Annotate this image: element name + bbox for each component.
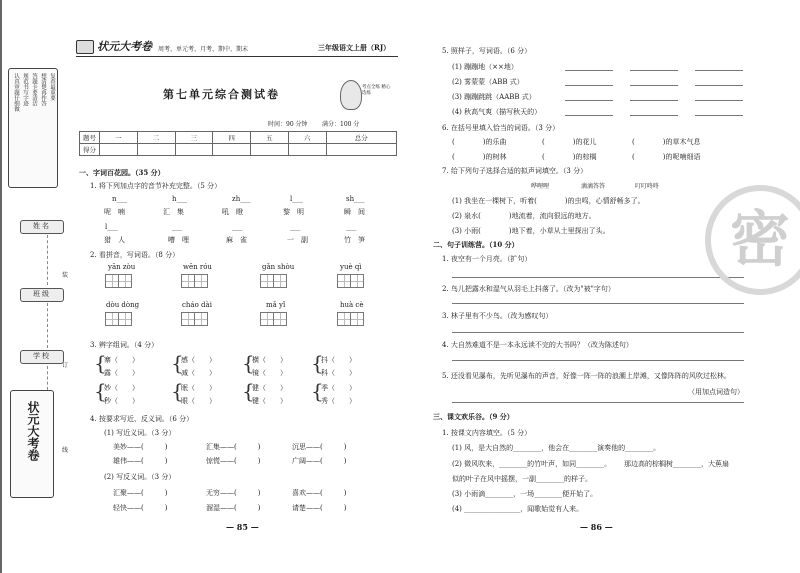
name-field-label: 姓名	[20, 220, 64, 234]
q4-anti-item[interactable]: 无穷——( )	[206, 489, 261, 497]
q1-pinyin[interactable]: sh___	[346, 195, 365, 203]
q3-brace: {	[171, 379, 184, 403]
q5-answer-line[interactable]	[630, 100, 678, 101]
q3-item[interactable]: 露（ ）	[104, 369, 139, 377]
section-1-heading: 一、字词百花园。（35 分）	[79, 168, 165, 177]
q1-word: 一 副	[287, 236, 308, 244]
q1-word: 黎 明	[283, 208, 304, 216]
q6-item[interactable]: ( )的乐曲	[452, 138, 507, 146]
q2-pinyin: yān zòu	[108, 263, 136, 271]
q2-pinyin: cháo dài	[182, 301, 212, 309]
q2-prompt: 2. 看拼音，写词语。（8 分）	[90, 251, 180, 259]
score-table-header: 四	[213, 132, 251, 144]
s3-item[interactable]: (1) 风，是大自然的________，他会在________演奏他的________。	[452, 444, 661, 452]
q4-anti-item[interactable]: 喜欢——( )	[292, 489, 347, 497]
q3-item[interactable]: 镜（ ）	[252, 369, 287, 377]
score-cell[interactable]	[137, 144, 175, 156]
q1-word: 猎 人	[104, 236, 125, 244]
score-cell[interactable]	[326, 144, 397, 156]
q3-brace: {	[94, 351, 107, 375]
school-field-label: 学校	[20, 350, 64, 364]
class-write-line[interactable]	[47, 303, 48, 348]
section-2-heading: 二、句子训练营。（10 分）	[433, 240, 519, 249]
q5-answer-line[interactable]	[565, 115, 613, 116]
s3-item[interactable]: (4) ________________，闻歌始觉有人来。	[452, 505, 584, 513]
q2-write-grid[interactable]	[181, 274, 207, 288]
class-field-label: 班级	[20, 288, 64, 302]
s3-q1-prompt: 1. 按课文内容填空。（5 分）	[442, 429, 532, 437]
q2-pinyin: dòu dòng	[106, 301, 140, 309]
q1-word: 呢 喃	[104, 208, 125, 216]
margin-mark-3: 线	[62, 447, 69, 454]
q3-brace: {	[171, 351, 184, 375]
q5-answer-line[interactable]	[695, 70, 743, 71]
score-table-header: 三	[175, 132, 213, 144]
mascot-note: 考点全练 精心选练	[362, 85, 391, 96]
binding-sidebar	[2, 30, 69, 545]
q2-pinyin: gǎn shòu	[262, 263, 295, 271]
q6-item[interactable]: ( )的棕榈	[542, 153, 597, 161]
q2-pinyin: yuè qì	[340, 263, 362, 271]
note-2: 规范书写字迹	[22, 73, 28, 106]
score-table	[79, 131, 397, 156]
q4-near-item[interactable]: 汇集——( )	[206, 443, 261, 451]
s2-answer-line[interactable]	[452, 360, 744, 361]
q1-pinyin[interactable]: ___	[232, 223, 243, 231]
q3-item[interactable]: 键（ ）	[252, 397, 287, 405]
s2-item: 4. 大自然难道不是一本永远读不完的大书吗？（改为陈述句）	[442, 341, 633, 349]
s3-item[interactable]: (3) 小雨滴________，一场________便开始了。	[452, 490, 598, 498]
s2-answer-line[interactable]	[452, 402, 744, 403]
s3-item-tail[interactable]: 那边高的棕榈树________，大蕉扇	[624, 460, 729, 468]
s3-item[interactable]: 似的叶子在风中摇摆，一副________的样子。	[452, 475, 592, 483]
q5-answer-line[interactable]	[695, 115, 743, 116]
q3-brace: {	[242, 351, 255, 375]
exam-full-score: 满分：100 分	[322, 121, 360, 128]
q5-answer-line[interactable]	[630, 115, 678, 116]
s2-answer-line[interactable]	[452, 277, 744, 278]
exam-type-tags: 周考、单元考、月考、期中、期末	[158, 46, 249, 53]
q7-prompt: 7. 给下列句子选择合适的拟声词填空。（3 分）	[442, 167, 588, 175]
q4-anti-item[interactable]: 请楚——( )	[292, 504, 347, 512]
q2-pinyin: wēn róu	[183, 263, 212, 271]
score-cell[interactable]	[251, 144, 289, 156]
q7-word-option: 叮叮咚咚	[635, 183, 660, 190]
s2-item: 2. 鸟儿把露水和湿气从羽毛上抖落了。（改为"被"字句）	[442, 285, 615, 293]
q4-anti-item[interactable]: 溜湿——( )	[206, 504, 261, 512]
q4-near-item[interactable]: 沉思——( )	[292, 443, 347, 451]
score-cell[interactable]	[213, 144, 251, 156]
q3-item[interactable]: 抖（ ）	[321, 356, 356, 364]
q5-answer-line[interactable]	[565, 100, 613, 101]
header-rule	[76, 56, 398, 57]
name-write-line[interactable]	[47, 235, 48, 285]
q1-pinyin[interactable]: n___	[112, 195, 128, 203]
s2-answer-line[interactable]	[452, 332, 744, 333]
q1-pinyin[interactable]: zh___	[232, 195, 251, 203]
q4-prompt: 4. 按要求写近、反义词。（6 分）	[90, 415, 194, 423]
score-cell[interactable]	[175, 144, 213, 156]
q7-word-option: 滴滴答答	[581, 183, 606, 190]
q1-pinyin[interactable]: ___	[290, 223, 301, 231]
q4-sub2: (2) 写反义词。（3 分）	[104, 473, 176, 481]
q2-write-grid[interactable]	[105, 274, 131, 288]
q1-word: 吼 瞪	[222, 208, 243, 216]
s2-item: 5. 还没看见瀑布，先听见瀑布的声音，好像一阵一阵的浪潮上岸滩，又像阵阵的风吹过松林。	[442, 372, 731, 380]
score-cell[interactable]	[100, 144, 138, 156]
q3-item[interactable]: 眠（ ）	[181, 384, 216, 392]
note-5: 复查最重要	[49, 73, 55, 101]
note-3: 答题卡要清洁	[31, 73, 37, 106]
q3-item[interactable]: 眼（ ）	[181, 397, 216, 405]
q4-near-item[interactable]: 广阔——( )	[292, 457, 347, 465]
q2-pinyin: mǎ yǐ	[266, 301, 286, 309]
s2-item: 1. 夜空有一个月亮。（扩句）	[442, 255, 532, 263]
q2-write-grid[interactable]	[337, 312, 363, 326]
q5-prompt: 5. 照样子，写词语。（6 分）	[442, 47, 532, 55]
q2-write-grid[interactable]	[105, 312, 131, 326]
q5-answer-line[interactable]	[630, 85, 678, 86]
q2-write-grid[interactable]	[181, 312, 207, 326]
brand-logo-icon	[76, 40, 94, 54]
brand-logo-text: 状元大考卷	[97, 40, 152, 53]
q2-pinyin: huà cè	[340, 301, 364, 309]
q3-item[interactable]: 季（ ）	[321, 384, 356, 392]
q1-pinyin[interactable]: h___	[172, 195, 188, 203]
q6-prompt: 6. 在括号里填入恰当的词语。（3 分）	[442, 124, 560, 132]
q1-word: 嘈 哩	[168, 236, 189, 244]
q3-item[interactable]: 秒（ ）	[104, 397, 139, 405]
q2-write-grid[interactable]	[337, 274, 363, 288]
q4-near-item[interactable]: 惊慌——( )	[206, 457, 261, 465]
q3-brace: {	[94, 379, 107, 403]
q4-near-item[interactable]: 美妙——( )	[113, 443, 168, 451]
q1-pinyin[interactable]: ___	[346, 223, 357, 231]
q5-answer-line[interactable]	[565, 85, 613, 86]
note-1: 认真审题仔细做	[13, 73, 19, 112]
q2-write-grid[interactable]	[260, 312, 286, 326]
q3-item[interactable]: 寨（ ）	[104, 356, 139, 364]
confidential-seal-stamp: 密	[705, 185, 800, 295]
s3-item[interactable]: (2) 微风吹来，________的竹叶声，如同________。	[452, 460, 612, 468]
score-table-header: 五	[251, 132, 289, 144]
page-number-right: — 86 —	[580, 522, 613, 532]
q7-item[interactable]: (2) 泉水( )地流着，流向很远的地方。	[452, 212, 596, 220]
q6-item[interactable]: ( )的草木气息	[632, 138, 701, 146]
q1-word: 竹 笋	[344, 236, 365, 244]
q1-pinyin[interactable]: l___	[105, 223, 118, 231]
q3-brace: {	[311, 351, 324, 375]
brand-logo-vertical	[10, 390, 54, 498]
q5-item: (4) 秋高气爽（描写秋天的）	[452, 108, 542, 116]
exam-time: 时间：90 分钟	[268, 121, 308, 128]
q4-sub1: (1) 写近义词。（3 分）	[104, 429, 176, 437]
q5-answer-line[interactable]	[565, 70, 613, 71]
q4-anti-item[interactable]: 轻快——( )	[113, 504, 168, 512]
q5-item: (2) 雾蒙蒙（ABB 式）	[452, 78, 524, 86]
q3-item[interactable]: 横（ ）	[252, 356, 287, 364]
score-table-header: 题号	[80, 132, 100, 144]
q3-brace: {	[242, 379, 255, 403]
page-title: 第七单元综合测试卷	[163, 88, 280, 101]
margin-mark-2: 订	[62, 362, 69, 369]
q7-item[interactable]: (3) 小雨( )地下着，小草从土里探出了头。	[452, 227, 610, 235]
q2-write-grid[interactable]	[260, 274, 286, 288]
margin-mark-1: 装	[62, 272, 69, 279]
exam-notes	[8, 68, 58, 188]
q3-item[interactable]: 科（ ）	[321, 369, 356, 377]
q7-word-option: 哗哩哩	[531, 183, 550, 190]
mascot-icon	[340, 80, 362, 110]
q5-answer-line[interactable]	[695, 100, 743, 101]
q1-prompt: 1. 将下列加点字的音节补充完整。（5 分）	[90, 182, 222, 190]
q5-answer-line[interactable]	[695, 85, 743, 86]
score-table-header: 二	[137, 132, 175, 144]
brand-logo-text: 状元大考卷	[26, 401, 40, 461]
q6-item[interactable]: ( )的树林	[452, 153, 507, 161]
q3-prompt: 3. 辨字组词。（4 分）	[90, 341, 159, 349]
q3-item[interactable]: 妙（ ）	[104, 384, 139, 392]
q1-word: 汇 集	[163, 208, 184, 216]
s2-item: 3. 林子里有不少鸟。（改为感叹句）	[442, 312, 553, 320]
score-table-header: 总分	[326, 132, 397, 144]
score-table-header: 六	[288, 132, 326, 144]
section-3-heading: 三、课文欢乐谷。（9 分）	[433, 412, 514, 421]
q3-item[interactable]: 减（ ）	[181, 369, 216, 377]
q3-item[interactable]: 感（ ）	[181, 356, 216, 364]
score-table-header: 一	[100, 132, 138, 144]
q5-answer-line[interactable]	[630, 70, 678, 71]
q1-pinyin[interactable]: l___	[290, 195, 303, 203]
page-number-left: — 85 —	[226, 522, 259, 532]
q3-brace: {	[311, 379, 324, 403]
q3-item[interactable]: 健（ ）	[252, 384, 287, 392]
q1-word: 麻 雀	[226, 236, 247, 244]
q4-near-item[interactable]: 雄伟——( )	[113, 457, 168, 465]
q7-item[interactable]: (1) 我坐在一棵树下，听着( )的虫鸣，心情舒畅多了。	[452, 197, 645, 205]
score-row-label: 得分	[80, 144, 100, 156]
q5-item: (3) 蹦蹦跳跳（AABB 式）	[452, 93, 536, 101]
score-cell[interactable]	[288, 144, 326, 156]
q3-item[interactable]: 秀（ ）	[321, 397, 356, 405]
s2-note: （用加点词造句）	[688, 388, 744, 396]
q4-anti-item[interactable]: 汇聚——( )	[113, 489, 168, 497]
q1-pinyin[interactable]: ___	[172, 223, 183, 231]
q6-item[interactable]: ( )的花儿	[542, 138, 597, 146]
s2-answer-line[interactable]	[452, 303, 744, 304]
note-4: 想清楚再作答	[40, 73, 46, 106]
q5-item: (1) 蹦蹦地（××地）	[452, 63, 518, 71]
q6-item[interactable]: ( )的呢喃细语	[632, 153, 701, 161]
q1-word: 瞬 间	[344, 208, 365, 216]
grade-label: 三年级语文上册（RJ）	[318, 43, 391, 52]
